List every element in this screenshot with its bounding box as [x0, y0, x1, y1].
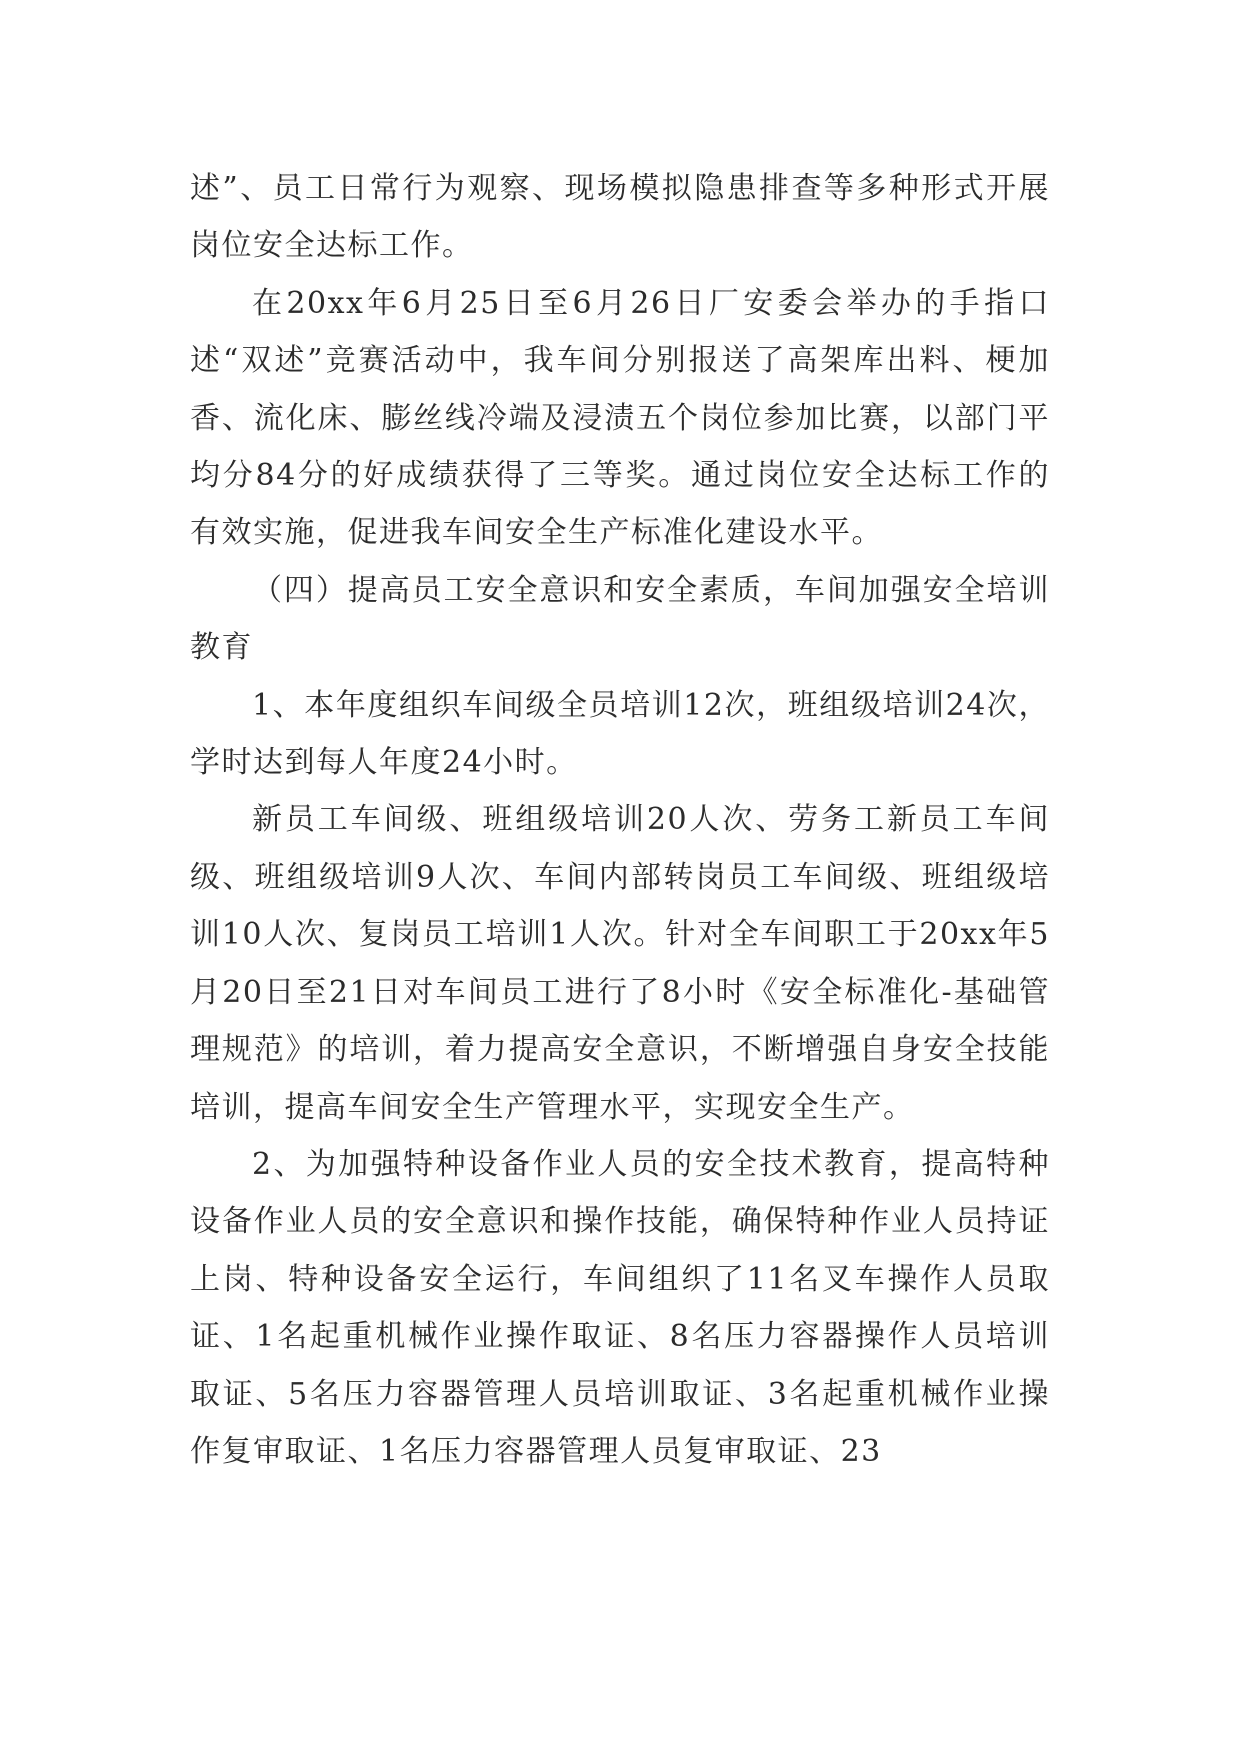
paragraph-2: 在20xx年6月25日至6月26日厂安委会举办的手指口述“双述”竞赛活动中，我车间分别报送了高架库出料、梗加香、流化床、膨丝线冷端及浸渍五个岗位参加比赛，以部门平均分84分的好成绩获得了三等奖。通过岗位安全达标工作的有效实施，促进我车间安全生产标准化建设水平。 — [190, 285, 1050, 551]
document-body — [190, 160, 1050, 1480]
paragraph-training: 新员工车间级、班组级培训20人次、劳务工新员工车间级、班组级培训9人次、车间内部转岗员工车间级、班组级培训10人次、复岗员工培训1人次。针对全车间职工于20xx年5月20日至21日对车间员工进行了8小时《安全标准化-基础管理规范》的培训，着力提高安全意识，不断增强自身安全技能培训，提高车间安全生产管理水平，实现安全生产。 — [190, 802, 1050, 1125]
paragraph-1: 述”、员工日常行为观察、现场模拟隐患排查等多种形式开展岗位安全达标工作。 — [190, 171, 1050, 264]
section-heading-4: （四）提高员工安全意识和安全素质，车间加强安全培训教育 — [190, 572, 1050, 666]
paragraph-item-1: 1、本年度组织车间级全员培训12次，班组级培训24次，学时达到每人年度24小时。 — [190, 687, 1050, 781]
paragraph-item-2: 2、为加强特种设备作业人员的安全技术教育，提高特种设备作业人员的安全意识和操作技能，确保特种作业人员持证上岗、特种设备安全运行，车间组织了11名叉车操作人员取证、1名起重机械作业操作取证、8名压力容器操作人员培训取证、5名压力容器管理人员培训取证、3名起重机械作业操作复审取证、1名压力容器管理人员复审取证、23 — [190, 1146, 1050, 1469]
